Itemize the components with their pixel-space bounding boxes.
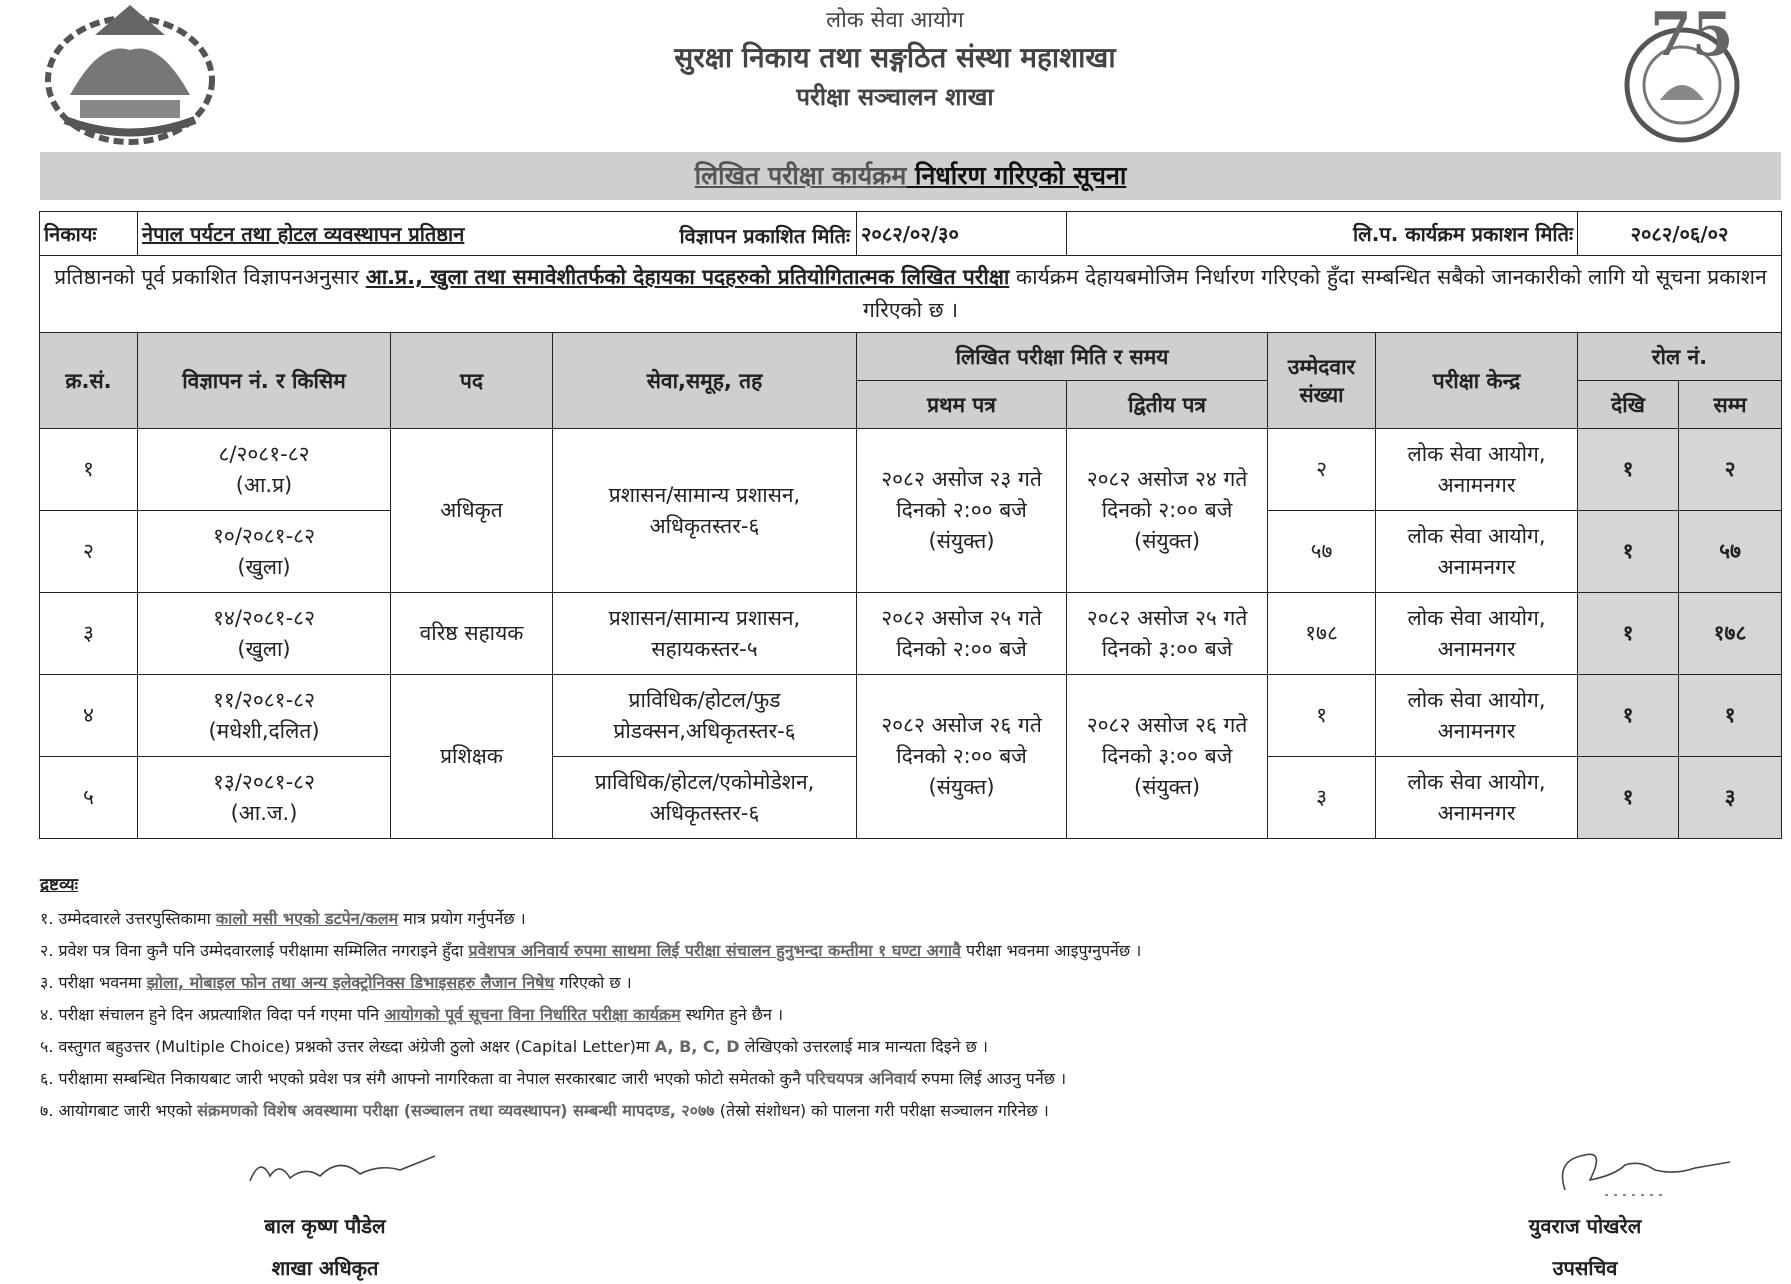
row-candidates: ५७	[1268, 511, 1376, 593]
notice-title-banner	[40, 152, 1781, 200]
row-post: प्रशिक्षक	[391, 675, 553, 839]
note-text: (तेस्रो संशोधन) को पालना गरी परीक्षा सञ्चालन गरिनेछ ।	[714, 1101, 1049, 1120]
note-text: ७. आयोगबाट जारी भएको	[40, 1101, 198, 1120]
row-center: लोक सेवा आयोग, अनामनगर	[1376, 675, 1578, 757]
note-highlight: प्रवेशपत्र अनिवार्य रुपमा साथमा लिई परीक्षा संचालन हुनुभन्दा कम्तीमा १ घण्टा अगावै	[468, 941, 961, 960]
ad-date-value: २०८२/०२/३०	[857, 212, 1067, 256]
notes-section	[40, 872, 1780, 1127]
intro-highlight: आ.प्र., खुला तथा समावेशीतर्फको देहायका पदहरुको प्रतियोगितात्मक लिखित परीक्षा	[365, 265, 1010, 289]
note-6	[40, 1063, 1780, 1095]
note-3	[40, 967, 1780, 999]
row-paper2: २०८२ असोज २६ गते दिनको ३:०० बजे (संयुक्त)	[1067, 675, 1268, 839]
row-paper1: २०८२ असोज २५ गते दिनको २:०० बजे	[857, 593, 1067, 675]
row-ad-type: (खुला)	[237, 554, 291, 579]
row-service: प्राविधिक/होटल/फुड प्रोडक्सन,अधिकृतस्तर-६	[553, 675, 857, 757]
row-roll-from: १	[1578, 511, 1679, 593]
right-signatory-title: उपसचिव	[1552, 1256, 1618, 1280]
row-roll-to: १	[1679, 675, 1782, 757]
division-name: सुरक्षा निकाय तथा सङ्गठित संस्था महाशाखा	[674, 41, 1116, 74]
col-candidates: उम्मेदवार संख्या	[1268, 333, 1376, 429]
row-post: अधिकृत	[391, 429, 553, 593]
commission-name: लोक सेवा आयोग	[826, 8, 964, 33]
row-ad-type: (खुला)	[237, 636, 291, 661]
notes-title: द्रष्टव्यः	[40, 875, 79, 895]
exam-schedule-table	[39, 211, 1782, 839]
col-post: पद	[391, 333, 553, 429]
col-roll-to: सम्म	[1679, 381, 1782, 429]
note-text: लेखिएको उत्तरलाई मात्र मान्यता दिइने छ ।	[739, 1037, 988, 1056]
col-sn: क्र.सं.	[40, 333, 138, 429]
note-text: गरिएको छ ।	[554, 973, 632, 992]
col-ad-no: विज्ञापन नं. र किसिम	[138, 333, 391, 429]
row-ad-no: ११/२०८१-८२	[212, 687, 315, 712]
table-row	[40, 429, 1782, 511]
note-1	[40, 903, 1780, 935]
svg-text:75: 75	[1650, 0, 1734, 70]
row-roll-from: १	[1578, 593, 1679, 675]
note-5	[40, 1031, 1780, 1063]
row-roll-from: १	[1578, 675, 1679, 757]
left-signature	[240, 1146, 440, 1196]
row-sn: १	[40, 429, 138, 511]
row-roll-from: १	[1578, 757, 1679, 839]
row-ad-no: १०/२०८१-८२	[212, 523, 315, 548]
row-ad-no: ८/२०८१-८२	[218, 441, 310, 466]
row-sn: ३	[40, 593, 138, 675]
col-center: परीक्षा केन्द्र	[1376, 333, 1578, 429]
row-ad	[138, 593, 391, 675]
note-2	[40, 935, 1780, 967]
col-roll: रोल नं.	[1578, 333, 1782, 381]
table-row	[40, 593, 1782, 675]
col-service: सेवा,समूह, तह	[553, 333, 857, 429]
row-center: लोक सेवा आयोग, अनामनगर	[1376, 511, 1578, 593]
row-ad-type: (आ.ज.)	[230, 800, 298, 825]
right-signatory-name: युवराज पोखरेल	[1528, 1214, 1642, 1238]
section-name: परीक्षा सञ्चालन शाखा	[796, 83, 994, 111]
row-ad	[138, 675, 391, 757]
note-text: १. उम्मेदवारले उत्तरपुस्तिकामा	[40, 909, 216, 928]
note-text: ४. परीक्षा संचालन हुने दिन अप्रत्याशित विदा पर्न गएमा पनि	[40, 1005, 385, 1024]
header-row-1	[40, 333, 1782, 381]
col-exam: लिखित परीक्षा मिति र समय	[857, 333, 1268, 381]
notice-title-part1: लिखित परीक्षा कार्यक्रम	[694, 161, 907, 190]
row-candidates: २	[1268, 429, 1376, 511]
org-cell	[138, 212, 857, 256]
row-service: प्राविधिक/होटल/एकोमोडेशन, अधिकृतस्तर-६	[553, 757, 857, 839]
row-candidates: १७८	[1268, 593, 1376, 675]
nepal-government-emblem	[40, 0, 220, 150]
row-ad-no: १३/२०८१-८२	[212, 769, 315, 794]
row-paper2: २०८२ असोज २५ गते दिनको ३:०० बजे	[1067, 593, 1268, 675]
note-4	[40, 999, 1780, 1031]
row-roll-to: १७८	[1679, 593, 1782, 675]
row-post: वरिष्ठ सहायक	[391, 593, 553, 675]
row-paper1: २०८२ असोज २३ गते दिनको २:०० बजे (संयुक्त)	[857, 429, 1067, 593]
row-center: लोक सेवा आयोग, अनामनगर	[1376, 593, 1578, 675]
intro-after: कार्यक्रम देहायबमोजिम निर्धारण गरिएको हुँदा सम्बन्धित सबैको जानकारीको लागि यो सूचना प्रकाशन गरिएको छ ।	[862, 265, 1767, 322]
left-signatory-name: बाल कृष्ण पौडेल	[264, 1214, 386, 1238]
col-roll-from: देखि	[1578, 381, 1679, 429]
row-service: प्रशासन/सामान्य प्रशासन, सहायकस्तर-५	[553, 593, 857, 675]
intro-before: प्रतिष्ठानको पूर्व प्रकाशित विज्ञापनअनुसार	[54, 265, 366, 289]
note-highlight: कालो मसी भएको डटपेन/कलम	[215, 909, 399, 928]
row-ad	[138, 511, 391, 593]
note-text: रुपमा लिई आउनु पर्नेछ ।	[916, 1069, 1067, 1088]
psc-75-anniversary-seal	[1620, 0, 1745, 145]
note-text: स्थगित हुने छैन ।	[680, 1005, 784, 1024]
row-service: प्रशासन/सामान्य प्रशासन, अधिकृतस्तर-६	[553, 429, 857, 593]
table-row	[40, 675, 1782, 757]
row-candidates: १	[1268, 675, 1376, 757]
note-highlight: आयोगको पूर्व सूचना विना निर्धारित परीक्षा कार्यक्रम	[384, 1005, 681, 1024]
prog-date-value: २०८२/०६/०२	[1578, 212, 1782, 256]
row-center: लोक सेवा आयोग, अनामनगर	[1376, 429, 1578, 511]
row-roll-to: २	[1679, 429, 1782, 511]
note-text: परीक्षा भवनमा आइपुग्नुपर्नेछ ।	[960, 941, 1142, 960]
note-text: ५. वस्तुगत बहुउत्तर (Multiple Choice) प्रश्नको उत्तर लेख्दा अंग्रेजी ठुलो अक्षर (Capital Letter)मा	[40, 1037, 655, 1056]
note-text: मात्र प्रयोग गर्नुपर्नेछ ।	[398, 909, 526, 928]
col-paper1: प्रथम पत्र	[857, 381, 1067, 429]
row-paper1: २०८२ असोज २६ गते दिनको २:०० बजे (संयुक्त)	[857, 675, 1067, 839]
note-highlight: परिचयपत्र अनिवार्य	[805, 1069, 917, 1088]
row-ad	[138, 429, 391, 511]
org-value: नेपाल पर्यटन तथा होटल व्यवस्थापन प्रतिष्ठान	[142, 222, 465, 246]
intro-row	[40, 256, 1782, 333]
note-text: ३. परीक्षा भवनमा	[40, 973, 147, 992]
row-roll-from: १	[1578, 429, 1679, 511]
row-ad	[138, 757, 391, 839]
note-highlight: A, B, C, D	[654, 1037, 740, 1056]
row-ad-no: १४/२०८१-८२	[212, 605, 315, 630]
row-sn: २	[40, 511, 138, 593]
note-text: २. प्रवेश पत्र विना कुनै पनि उम्मेदवारलाई परीक्षामा सम्मिलित नगराइने हुँदा	[40, 941, 469, 960]
row-candidates: ३	[1268, 757, 1376, 839]
note-highlight: झोला, मोबाइल फोन तथा अन्य इलेक्ट्रोनिक्स डिभाइसहरु लैजान निषेध	[146, 973, 555, 992]
left-signatory-title: शाखा अधिकृत	[271, 1256, 379, 1280]
row-ad-type: (मधेशी,दलित)	[208, 718, 320, 743]
note-7	[40, 1095, 1780, 1127]
row-ad-type: (आ.प्र)	[235, 472, 293, 497]
row-center: लोक सेवा आयोग, अनामनगर	[1376, 757, 1578, 839]
row-roll-to: ५७	[1679, 511, 1782, 593]
intro-text	[40, 256, 1782, 333]
ad-date-label: विज्ञापन प्रकाशित मितिः	[679, 224, 851, 248]
note-highlight: संक्रमणको विशेष अवस्थामा परीक्षा (सञ्चालन तथा व्यवस्थापन) सम्बन्धी मापदण्ड, २०७७	[197, 1101, 715, 1120]
right-signature	[1545, 1140, 1735, 1202]
row-roll-to: ३	[1679, 757, 1782, 839]
row-paper2: २०८२ असोज २४ गते दिनको २:०० बजे (संयुक्त)	[1067, 429, 1268, 593]
row-sn: ५	[40, 757, 138, 839]
prog-date-label: लि.प. कार्यक्रम प्रकाशन मितिः	[1067, 212, 1578, 256]
notice-title-part2: निर्धारण गरिएको सूचना	[906, 161, 1127, 190]
document-header	[500, 0, 1290, 113]
col-paper2: द्वितीय पत्र	[1067, 381, 1268, 429]
info-row	[40, 212, 1782, 256]
org-label: निकायः	[40, 212, 138, 256]
note-text: ६. परीक्षामा सम्बन्धित निकायबाट जारी भएको प्रवेश पत्र संगै आफ्नो नागरिकता वा नेपाल सरकारबाट जारी भएको फोटो समेतको कुनै	[40, 1069, 806, 1088]
row-sn: ४	[40, 675, 138, 757]
